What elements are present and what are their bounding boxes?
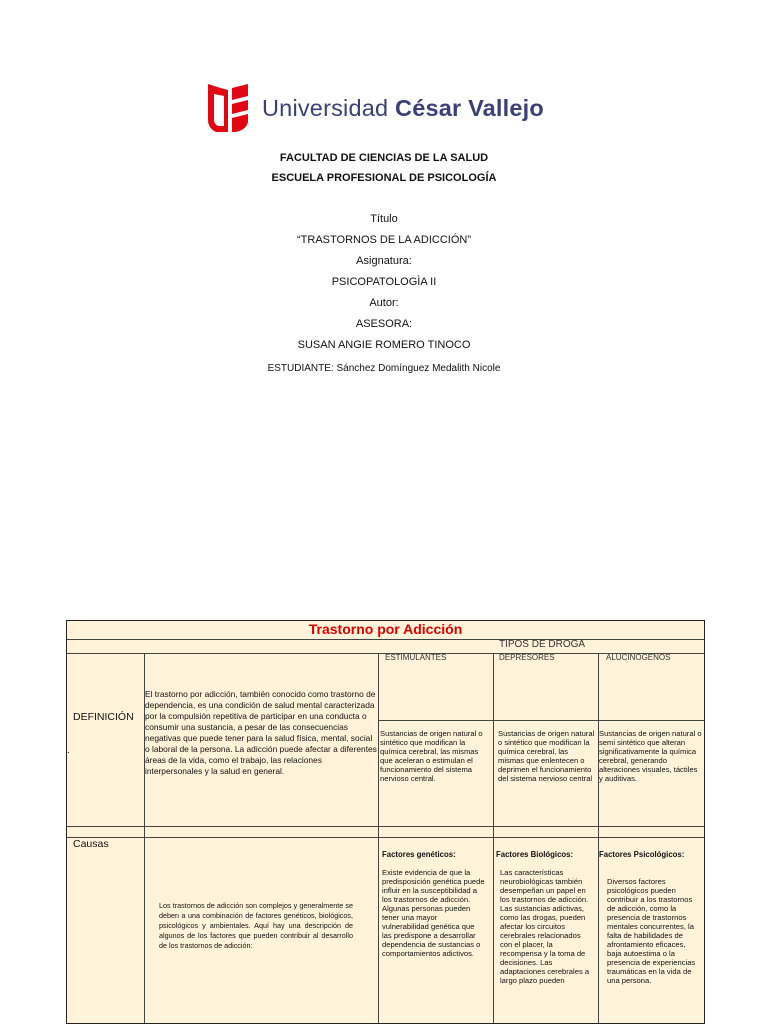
title-label: Título bbox=[370, 213, 398, 225]
psychological-factors-title: Factores Psicológicos: bbox=[599, 850, 685, 859]
causes-text: Los trastornos de adicción son complejos y generalmente se deben a una combinación de factores genéticos, biológicos, psicológicos y ambientales. Aquí hay una descripción de algunos de los factores que pueden contribuir al desarrollo de los trastornos de adicción: bbox=[159, 901, 353, 950]
title-value: “TRASTORNOS DE LA ADICCIÓN” bbox=[297, 234, 471, 246]
school-heading: ESCUELA PROFESIONAL DE PSICOLOGÍA bbox=[271, 172, 497, 184]
column-hallucinogens: ALUCINOGENOS bbox=[606, 653, 671, 662]
biological-factors-text: Las características neurobiológicas también desempeñan un papel en los trastornos de adicción. Las sustancias adictivas, como las drogas, pueden afectar los circuitos cerebrales relacionados con el placer, la recompensa y la toma de decisiones. Las adaptaciones cerebrales a largo plazo pueden bbox=[500, 868, 590, 985]
stimulants-definition: Sustancias de origen natural o sintético que modifican la química cerebral, las mismas que aceleran o estimulan el funcionamiento del sistema nervioso central. bbox=[380, 729, 483, 783]
faculty-heading: FACULTAD DE CIENCIAS DE LA SALUD bbox=[279, 152, 489, 164]
definition-text: El trastorno por adicción, también conocido como trastorno de dependencia, es una condición de salud mental caracterizada por la compulsión repetitiva de participar en una conducta o consumir una sustancia, a pesar de las consecuencias negativas que puede tener para la salud física, mental, social o laboral de la persona. La adicción puede afectar a diferentes áreas de la vida, como el trabajo, las relaciones interpersonales y la salud en general. bbox=[145, 689, 377, 776]
divider bbox=[493, 653, 494, 1024]
university-name-bold: César Vallejo bbox=[395, 94, 544, 121]
university-name bbox=[262, 95, 544, 122]
divider bbox=[598, 653, 599, 1024]
definition-label: DEFINICIÓN bbox=[73, 711, 134, 723]
university-crest-icon bbox=[206, 82, 250, 134]
biological-factors-title: Factores Biológicos: bbox=[496, 850, 574, 859]
divider bbox=[378, 653, 379, 1024]
advisor-label: ASESORA: bbox=[355, 318, 413, 330]
divider bbox=[67, 826, 705, 827]
author-label: Autor: bbox=[369, 297, 399, 309]
dot-marker: . bbox=[67, 745, 70, 756]
table-title: Trastorno por Adicción bbox=[308, 621, 463, 637]
genetic-factors-title: Factores genéticos: bbox=[382, 850, 456, 859]
hallucinogens-definition: Sustancias de origen natural o semi sintético que alteran significativamente la química cerebral, generando alteraciones visuales, táctiles y auditivas. bbox=[599, 729, 702, 783]
student-name: ESTUDIANTE: Sánchez Domínguez Medalith Nicole bbox=[267, 363, 501, 374]
course-label: Asignatura: bbox=[356, 255, 412, 267]
psychological-factors-text: Diversos factores psicológicos pueden contribuir a los trastornos de adicción, como la presencia de trastornos mentales concurrentes, la falta de habilidades de afrontamiento eficaces, baja autoestima o la presencia de experiencias traumáticas en la vida de una persona. bbox=[607, 877, 696, 985]
depressants-definition: Sustancias de origen natural o sintético que modifican la química cerebral, las mismas que enlentecen o deprimen el funcionamiento del sistema nervioso central bbox=[498, 729, 595, 783]
causes-label: Causas bbox=[73, 838, 109, 850]
addiction-table bbox=[66, 620, 705, 1024]
column-depressants: DEPRESORES bbox=[499, 653, 555, 662]
genetic-factors-text: Existe evidencia de que la predisposición genética puede influir en la susceptibilidad a los trastornos de adicción. Algunas personas pueden tener una mayor vulnerabilidad genética que las predispone a desarrollar dependencia de sustancias o comportamientos adictivos. bbox=[382, 868, 485, 958]
divider bbox=[67, 837, 705, 838]
column-stimulants: ESTIMULANTES bbox=[385, 653, 447, 662]
university-logo bbox=[206, 82, 544, 134]
course-value: PSICOPATOLOGÌA II bbox=[331, 276, 437, 288]
university-prefix: Universidad bbox=[262, 94, 389, 121]
drug-types-heading: TIPOS DE DROGA bbox=[498, 639, 586, 650]
advisor-value: SUSAN ANGIE ROMERO TINOCO bbox=[297, 339, 471, 351]
divider bbox=[378, 720, 705, 721]
